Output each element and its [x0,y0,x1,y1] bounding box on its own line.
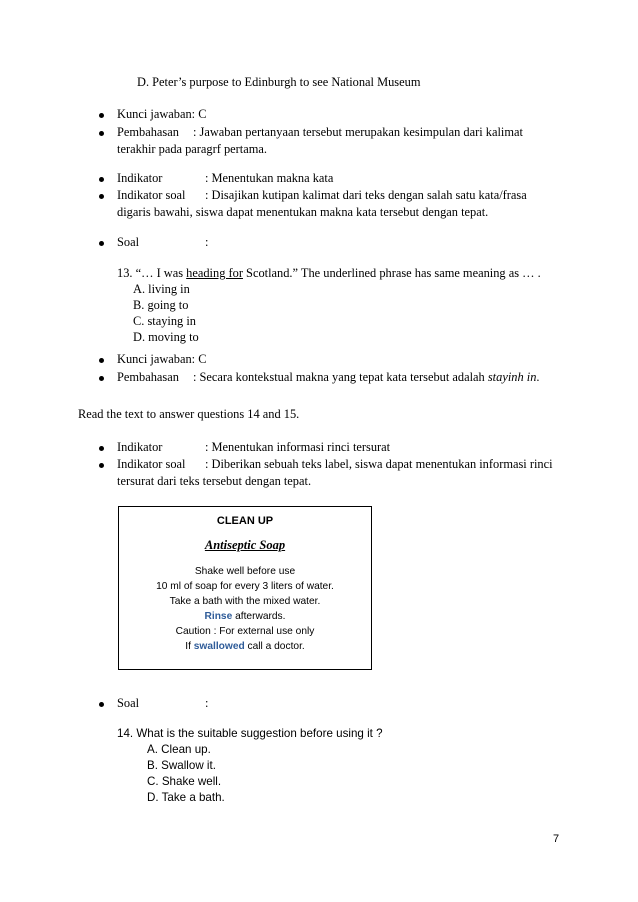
indikator-label: Indikator [117,440,163,454]
question-14: 14. What is the suitable suggestion before using it ? [117,727,383,740]
question-suffix: Scotland.” The underlined phrase has same meaning as … . [242,266,541,280]
pembahasan-text [193,369,540,386]
label-line-6 [119,640,371,653]
label-line-6-prefix: If [185,641,194,652]
soal-label: Soal [117,235,140,249]
option-a: A. Clean up. [147,743,211,756]
kunci-value: C [198,352,207,366]
kunci-label: Kunci jawaban: [117,107,196,121]
bullet-icon [99,463,104,468]
label-line-4-rest: afterwards. [232,611,286,622]
bullet-icon [99,702,104,707]
swallowed-highlight: swallowed [193,641,245,652]
bullet-icon [99,446,104,451]
bullet-icon [99,358,104,363]
option-c: C. staying in [133,314,196,328]
label-line-5: Caution : For external use only [175,626,315,637]
option-d: D. moving to [133,330,199,344]
product-label-box [118,506,372,670]
question-13 [117,265,541,282]
label-line-4 [119,610,371,623]
soal-colon: : [205,235,209,249]
indikator-soal-value: : Disajikan kutipan kalimat dari teks dengan salah satu kata/frasa [205,188,527,202]
kunci-value: C [198,107,207,121]
underlined-phrase: heading for [186,266,243,280]
indikator-soal-value-cont: tersurat dari teks tersebut dengan tepat. [117,474,312,488]
pembahasan-text: : Jawaban pertanyaan tersebut merupakan kesimpulan dari kalimat [193,125,523,139]
bullet-icon [99,194,104,199]
bullet-icon [99,131,104,136]
label-title: CLEAN UP [216,515,274,527]
bullet-icon [99,113,104,118]
pembahasan-italic: stayinh in [487,370,537,384]
indikator-soal-value: : Diberikan sebuah teks label, siswa dapat menentukan informasi rinci [205,457,553,471]
label-line-3: Take a bath with the mixed water. [169,596,321,607]
page-number: 7 [553,833,560,845]
option-letter: D. [137,75,150,89]
option-d: D. Take a bath. [147,791,225,804]
indikator-soal-label: Indikator soal [117,188,186,202]
option-b: B. going to [133,298,189,312]
option-d-line [137,74,420,91]
question-prefix: 13. “… I was [117,266,187,280]
option-text: Peter’s purpose to Edinburgh to see National Museum [152,75,421,89]
indikator-soal-label: Indikator soal [117,457,186,471]
kunci-label: Kunci jawaban: [117,352,196,366]
read-instruction: Read the text to answer questions 14 and 15. [78,407,300,421]
soal-colon: : [205,696,209,710]
option-a: A. living in [133,282,190,296]
indikator-soal-value-cont: digaris bawahi, siswa dapat menentukan makna kata tersebut dengan tepat. [117,205,489,219]
option-b: B. Swallow it. [147,759,216,772]
rinse-highlight: Rinse [204,611,233,622]
pembahasan-main: : Secara kontekstual makna yang tepat kata tersebut adalah [193,370,488,384]
indikator-value: : Menentukan makna kata [205,171,334,185]
label-line-6-rest: call a doctor. [244,641,305,652]
label-subtitle: Antiseptic Soap [204,538,286,552]
bullet-icon [99,241,104,246]
bullet-icon [99,376,104,381]
kunci-jawaban-line [117,351,206,368]
pembahasan-end: . [536,370,540,384]
soal-label: Soal [117,696,140,710]
pembahasan-text-cont: terakhir pada paragrf pertama. [117,142,267,156]
label-line-1: Shake well before use [194,566,296,577]
option-c: C. Shake well. [147,775,222,788]
label-line-2: 10 ml of soap for every 3 liters of water. [156,581,334,592]
pembahasan-label: Pembahasan [117,125,179,139]
indikator-label: Indikator [117,171,163,185]
indikator-value: : Menentukan informasi rinci tersurat [205,440,391,454]
pembahasan-label: Pembahasan [117,370,179,384]
kunci-jawaban-line [117,106,206,123]
bullet-icon [99,177,104,182]
